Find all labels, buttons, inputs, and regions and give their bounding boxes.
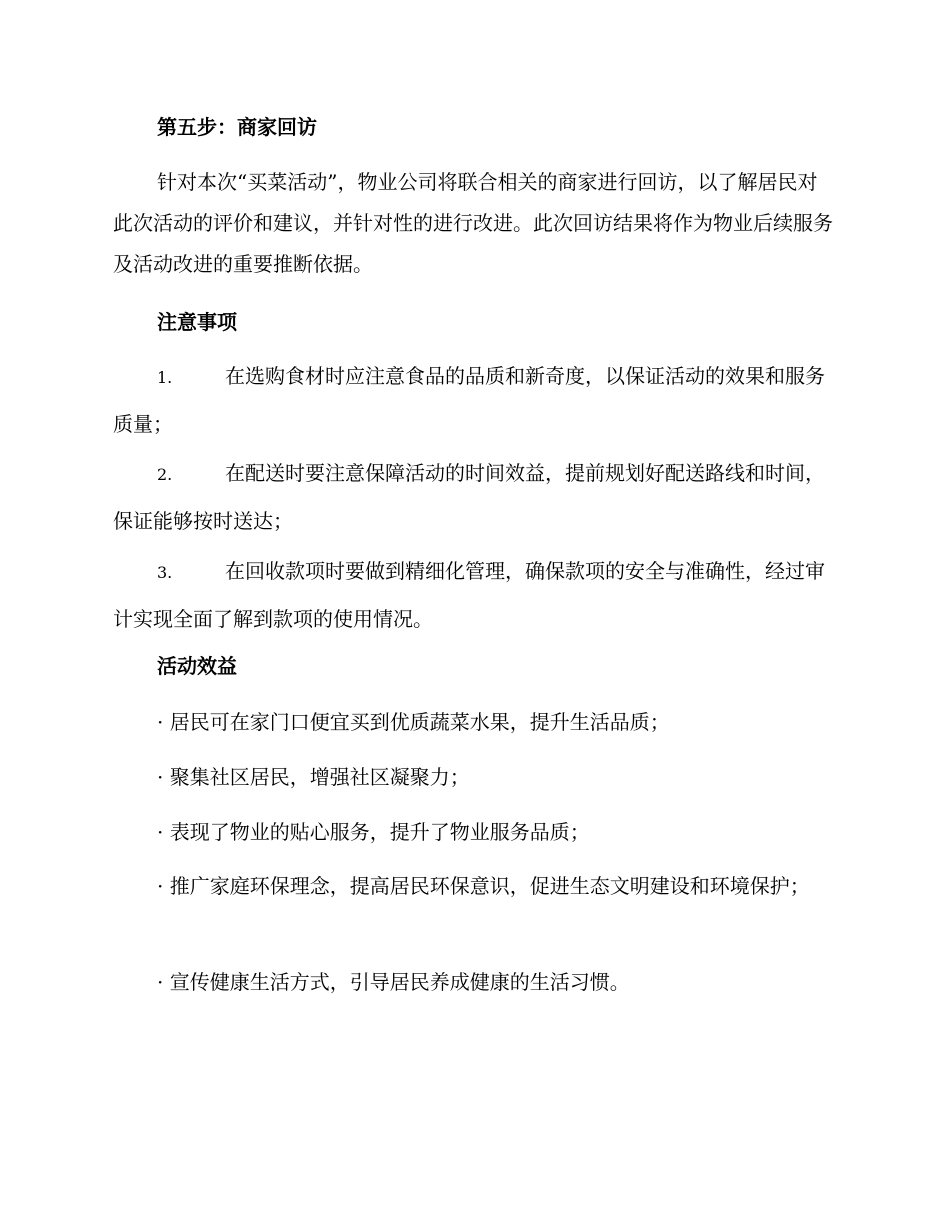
- section-heading-step5: 第五步：商家回访: [157, 115, 317, 139]
- list-item-text: 在选购食材时应注意食品的品质和新奇度，以保证活动的效果和服务质量；: [113, 364, 825, 436]
- list-number: 2.: [157, 465, 173, 484]
- list-number: 3.: [157, 563, 173, 582]
- benefit-item-3: · 表现了物业的贴心服务，提升了物业服务品质；: [157, 820, 590, 844]
- benefit-item-5: · 宣传健康生活方式，引导居民养成健康的生活习惯。: [157, 970, 630, 994]
- benefit-item-1: · 居民可在家门口便宜买到优质蔬菜水果，提升生活品质；: [157, 710, 670, 734]
- section-heading-notes: 注意事项: [157, 310, 237, 334]
- list-item-text: 在回收款项时要做到精细化管理，确保款项的安全与准确性，经过审计实现全面了解到款项的使用情况。: [113, 559, 825, 631]
- benefit-item-4: · 推广家庭环保理念，提高居民环保意识，促进生态文明建设和环境保护；: [157, 874, 810, 898]
- notes-list-item-2: [113, 450, 835, 545]
- benefit-item-2: · 聚集社区居民，增强社区凝聚力；: [157, 765, 470, 789]
- step5-paragraph: 针对本次“买菜活动”，物业公司将联合相关的商家进行回访，以了解居民对此次活动的评价和建议，并针对性的进行改进。此次回访结果将作为物业后续服务及活动改进的重要推断依据。: [113, 170, 833, 276]
- list-item-text: 在配送时要注意保障活动的时间效益，提前规划好配送路线和时间，保证能够按时送达；: [113, 461, 825, 533]
- notes-list-item-3: [113, 548, 835, 643]
- list-number: 1.: [157, 368, 173, 387]
- notes-list-item-1: [113, 353, 835, 448]
- section-heading-benefits: 活动效益: [157, 654, 237, 678]
